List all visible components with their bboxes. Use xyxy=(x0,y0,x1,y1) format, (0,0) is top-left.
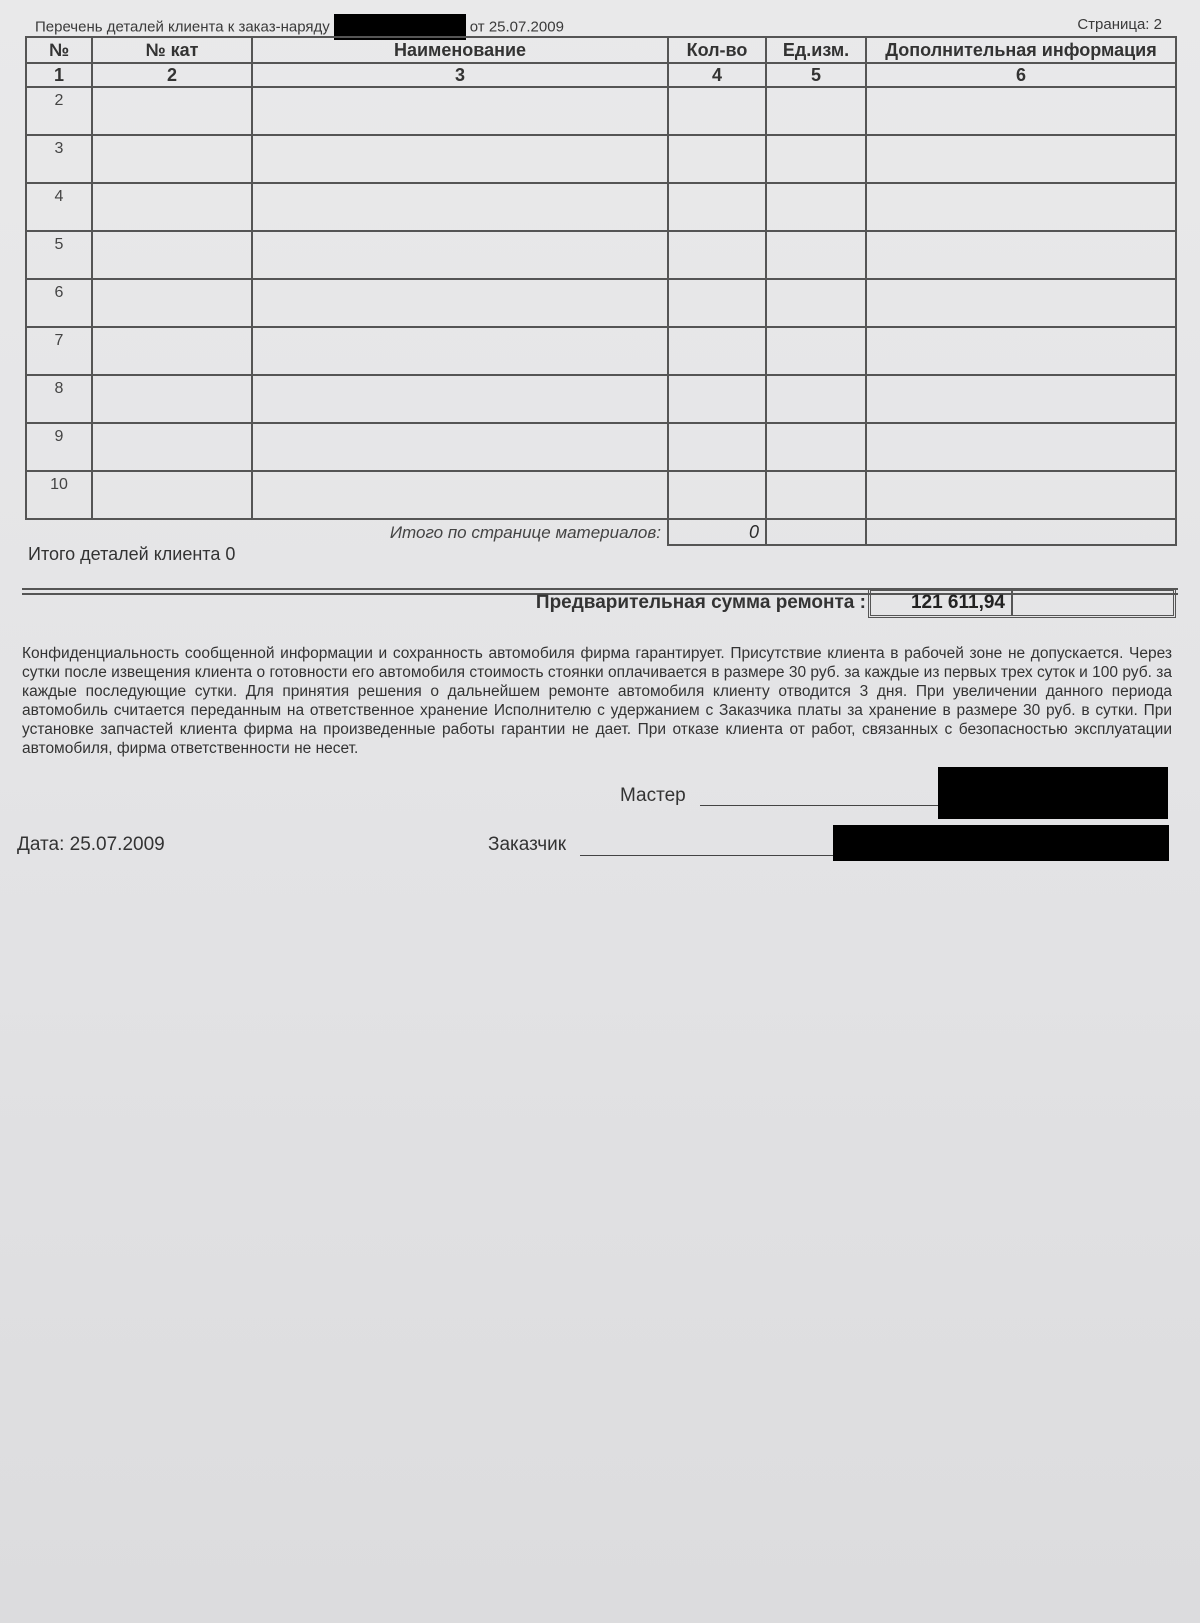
cell xyxy=(866,279,1176,327)
col-header-additional-info: Дополнительная информация xyxy=(866,37,1176,63)
cell xyxy=(766,87,866,135)
cell xyxy=(766,183,866,231)
customer-signature-line xyxy=(580,855,835,856)
table-row xyxy=(26,231,1176,279)
client-parts-total: Итого деталей клиента 0 xyxy=(28,544,236,564)
table-row xyxy=(26,375,1176,423)
cell xyxy=(866,327,1176,375)
repair-sum-value: 121 611,94 xyxy=(871,591,1013,615)
cell xyxy=(766,327,866,375)
cell xyxy=(252,471,668,519)
cell xyxy=(766,519,866,545)
cell xyxy=(252,87,668,135)
page-number: Страница: 2 xyxy=(1077,16,1162,33)
col-header-unit: Ед.изм. xyxy=(766,37,866,63)
cell xyxy=(668,135,766,183)
row-number: 7 xyxy=(26,327,92,375)
redacted-customer-signature xyxy=(833,825,1169,861)
page-total-label: Итого по странице материалов: xyxy=(389,522,661,542)
cell xyxy=(766,423,866,471)
column-number: 2 xyxy=(92,63,252,87)
row-number: 10 xyxy=(26,471,92,519)
column-number: 6 xyxy=(866,63,1176,87)
cell xyxy=(766,375,866,423)
cell xyxy=(668,471,766,519)
cell xyxy=(252,183,668,231)
table-row xyxy=(26,183,1176,231)
table-row xyxy=(26,279,1176,327)
cell xyxy=(668,423,766,471)
page-total-value: 0 xyxy=(668,519,766,545)
table-row xyxy=(26,471,1176,519)
table-row xyxy=(26,327,1176,375)
cell xyxy=(866,135,1176,183)
table-header-row xyxy=(26,37,1176,63)
cell xyxy=(766,279,866,327)
cell xyxy=(92,135,252,183)
customer-label: Заказчик xyxy=(488,834,567,855)
cell xyxy=(766,471,866,519)
cell xyxy=(252,327,668,375)
col-header-quantity: Кол-во xyxy=(668,37,766,63)
cell xyxy=(252,279,668,327)
date-label: Дата: 25.07.2009 xyxy=(17,834,165,855)
cell xyxy=(668,183,766,231)
cell xyxy=(92,471,252,519)
terms-notice: Конфиденциальность сообщенной информации и сохранность автомобиля фирма гарантирует. Присутствие клиента в рабочей зоне не допускается. Через сутки после извещения клиента о готовности его автомобиля стоимость стоянки оплачивается в размере 30 руб. за каждые из первых трех суток и 100 руб. за каждые последующие сутки. Для принятия решения о дальнейшем ремонте автомобиля клиенту отводится 3 дня. При увеличении данного периода автомобиль считается переданным на ответственное хранение Исполнителю с удержанием с Заказчика платы за хранение в размере 30 руб. в сутки. При установке запчастей клиента фирма на произведенные работы гарантии не дает. При отказе клиента от работ, связанных с безопасностью эксплуатации автомобиля, фирма ответственности не несет. xyxy=(22,645,1172,757)
row-number: 4 xyxy=(26,183,92,231)
title-prefix: Перечень деталей клиента к заказ-наряду xyxy=(35,18,330,36)
cell xyxy=(92,87,252,135)
cell xyxy=(92,183,252,231)
cell xyxy=(866,231,1176,279)
column-number: 5 xyxy=(766,63,866,87)
column-number: 1 xyxy=(26,63,92,87)
col-header-catalog: № кат xyxy=(92,37,252,63)
cell xyxy=(766,231,866,279)
cell xyxy=(252,135,668,183)
cell xyxy=(668,231,766,279)
cell xyxy=(252,375,668,423)
cell xyxy=(866,423,1176,471)
cell xyxy=(668,327,766,375)
column-number: 3 xyxy=(252,63,668,87)
cell xyxy=(866,87,1176,135)
row-number: 9 xyxy=(26,423,92,471)
cell xyxy=(668,375,766,423)
master-label: Мастер xyxy=(620,785,686,806)
cell xyxy=(766,135,866,183)
cell xyxy=(668,87,766,135)
redacted-master-signature xyxy=(938,767,1168,819)
cell xyxy=(668,279,766,327)
master-signature-line xyxy=(700,805,940,806)
repair-sum-box xyxy=(868,588,1176,618)
table-row xyxy=(26,135,1176,183)
cell xyxy=(866,183,1176,231)
row-number: 3 xyxy=(26,135,92,183)
row-number: 6 xyxy=(26,279,92,327)
cell xyxy=(92,231,252,279)
column-number: 4 xyxy=(668,63,766,87)
cell xyxy=(92,327,252,375)
page-total-row xyxy=(26,519,1176,545)
col-header-name: Наименование xyxy=(252,37,668,63)
column-number-row xyxy=(26,63,1176,87)
parts-table xyxy=(25,36,1177,546)
col-header-number: № xyxy=(26,37,92,63)
cell xyxy=(866,519,1176,545)
cell xyxy=(92,375,252,423)
cell xyxy=(92,423,252,471)
row-number: 8 xyxy=(26,375,92,423)
table-row xyxy=(26,423,1176,471)
row-number: 5 xyxy=(26,231,92,279)
cell xyxy=(252,423,668,471)
row-number: 2 xyxy=(26,87,92,135)
title-suffix: от 25.07.2009 xyxy=(469,18,564,36)
table-row xyxy=(26,87,1176,135)
cell xyxy=(866,471,1176,519)
cell xyxy=(866,375,1176,423)
repair-sum-label: Предварительная сумма ремонта : xyxy=(535,592,866,613)
cell xyxy=(92,279,252,327)
cell xyxy=(252,231,668,279)
